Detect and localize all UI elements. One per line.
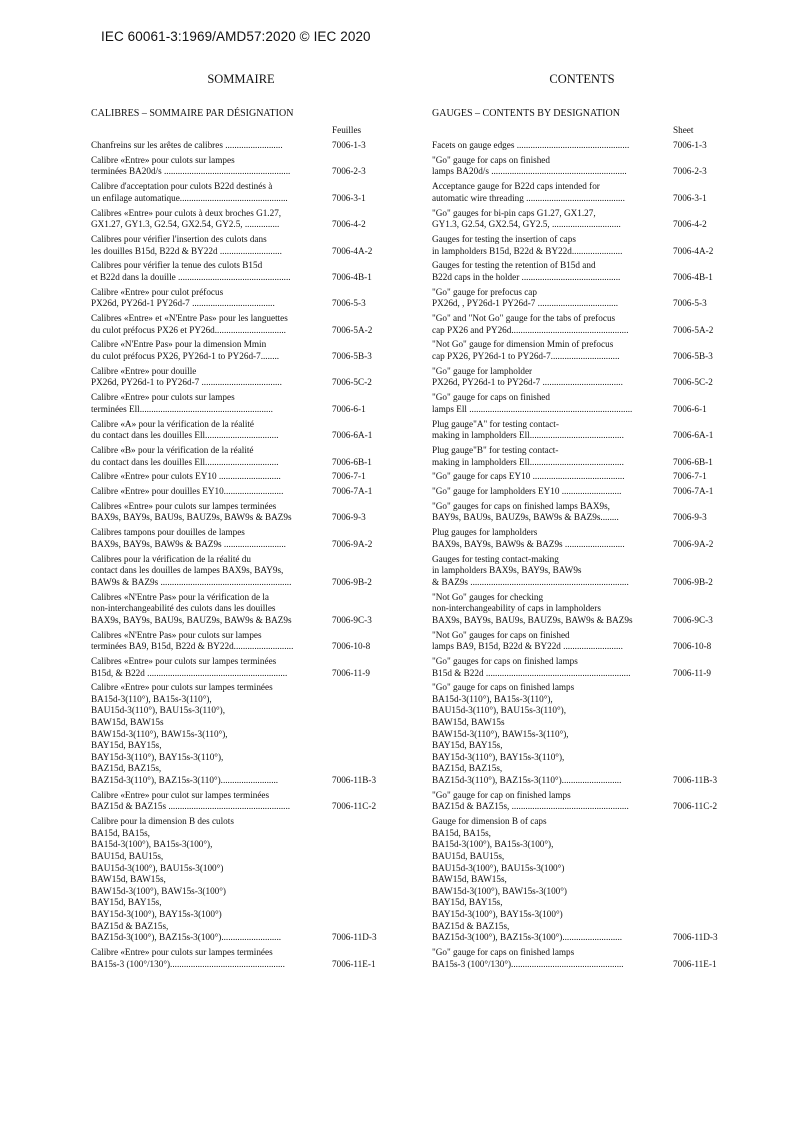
- contents-entry-text: "Go" gauge for caps on finished lamps Ell .......................................................................: [432, 392, 633, 414]
- contents-sheet-number: 7006-11C-2: [673, 801, 718, 812]
- sommaire-entry-text: Calibres «N'Entre Pas» pour culots sur lampes terminées BA9, B15d, B22d & BY22d..........................: [91, 629, 294, 652]
- sommaire-sheet-number: 7006-6B-1: [332, 456, 372, 467]
- sommaire-entry-text: Calibre «Entre» pour douilles EY10..........................: [91, 486, 284, 497]
- sommaire-sheet-number: 7006-1-3: [332, 140, 366, 150]
- contents-entry-text: "Go" gauge for lampholder PX26d, PY26d-1 to PY26d-7 ...................................: [432, 365, 623, 388]
- contents-sheet-number: 7006-7-1: [673, 471, 707, 482]
- contents-entry: [432, 947, 732, 973]
- contents-sheet-number: 7006-5B-3: [673, 351, 713, 361]
- contents-sheet-number: 7006-2-3: [673, 166, 707, 177]
- sommaire-sheet-number: 7006-9B-2: [332, 576, 372, 587]
- contents-entry-text: "Not Go" gauges for caps on finished lamps BA9, B15d, B22d & BY22d ..........................: [432, 629, 623, 652]
- sommaire-entry: [91, 234, 391, 260]
- contents-sheet-number: 7006-3-1: [673, 192, 707, 203]
- contents-entry: [432, 313, 732, 339]
- sommaire-sheet-number: 7006-9C-3: [332, 614, 372, 625]
- contents-entry-text: "Go" gauge for lampholders EY10 ..........................: [432, 486, 622, 497]
- contents-entry: [432, 181, 732, 207]
- sommaire-sheet-number: 7006-2-3: [332, 166, 366, 177]
- sommaire-entry: [91, 790, 391, 816]
- sommaire-entry-text: Calibre «Entre» pour culot sur lampes terminées BAZ15d & BAZ15s .....................................................: [91, 789, 291, 812]
- contents-entry-text: Plug gauge"A" for testing contact- making in lampholders Ell.........................................: [432, 418, 624, 441]
- sommaire-sheet-number: 7006-11B-3: [332, 775, 377, 786]
- contents-entry-text: Gauge for dimension B of caps BA15d, BA15s, BA15d-3(100°), BA15s-3(100°), BAU15d, BAU15s, BAU15d-3(100°), BAU15s-3(100°) BAW15d, BAW15s, BAW15d-3(100°), BAW15s-3(100°) BAY15d, BAY15s, BAY15d-3(100°), BAY15s-3(100°) BAZ15d & BAZ15s, BAZ15d-3(100°), BAZ15s-3(100°)..........................: [432, 816, 623, 943]
- contents-unit-label: Sheet: [673, 125, 694, 135]
- sommaire-sheet-number: 7006-11C-2: [332, 801, 377, 812]
- contents-entry: [432, 630, 732, 656]
- sommaire-unit-label: Feuilles: [332, 125, 362, 135]
- contents-entry: [432, 527, 732, 553]
- sommaire-sheet-number: 7006-5B-3: [332, 351, 372, 361]
- contents-sheet-number: 7006-4B-1: [673, 271, 713, 282]
- sommaire-entry: [91, 287, 391, 313]
- contents-entry-text: Plug gauges for lampholders BAX9s, BAY9s, BAW9s & BAZ9s ..........................: [432, 527, 625, 549]
- contents-entry: [432, 682, 732, 790]
- contents-sheet-number: 7006-6-1: [673, 403, 707, 414]
- contents-sheet-number: 7006-11E-1: [673, 958, 717, 969]
- sommaire-entry-text: Calibre «Entre» pour culots EY10 ...........................: [91, 471, 281, 482]
- sommaire-entry-text: Calibres «Entre» et «N'Entre Pas» pour les languettes du culot préfocus PX26 et PY26d...............................: [91, 313, 288, 335]
- contents-entry-text: "Go" gauge for caps EY10 ........................................: [432, 471, 625, 482]
- sommaire-sheet-number: 7006-11-9: [332, 667, 370, 678]
- contents-entry-text: "Not Go" gauge for dimension Mmin of prefocus cap PX26, PY26d-1 to PY26d-7..............................: [432, 339, 620, 361]
- contents-entry: [432, 339, 732, 365]
- sommaire-entry: [91, 630, 391, 656]
- contents-sheet-number: 7006-6A-1: [673, 430, 714, 441]
- sommaire-entry: [91, 419, 391, 445]
- sommaire-entry-text: Calibres «Entre» pour culots sur lampes terminées BAX9s, BAY9s, BAU9s, BAUZ9s, BAW9s & BAZ9s: [91, 500, 292, 523]
- sommaire-column: [91, 72, 391, 973]
- sommaire-entry: [91, 445, 391, 471]
- contents-sheet-number: 7006-6B-1: [673, 456, 713, 467]
- contents-entry-text: Gauges for testing the insertion of caps in lampholders B15d, B22d & BY22d......................: [432, 233, 623, 256]
- sommaire-entry: [91, 501, 391, 527]
- sommaire-entry-text: Calibre «Entre» pour culots sur lampes terminées BA20d/s .......................................................: [91, 154, 291, 177]
- sommaire-entry: [91, 471, 391, 486]
- document-header: IEC 60061-3:1969/AMD57:2020 © IEC 2020: [101, 29, 371, 44]
- contents-entry: [432, 656, 732, 682]
- sommaire-entry-text: Calibre «Entre» pour douille PX26d, PY26d-1 to PY26d-7 ...................................: [91, 365, 282, 388]
- sommaire-sheet-number: 7006-9A-2: [332, 538, 373, 549]
- contents-entry-text: "Go" gauge for caps on finished lamps BA20d/s ...........................................................: [432, 154, 627, 177]
- sommaire-entry: [91, 682, 391, 790]
- contents-entry: [432, 790, 732, 816]
- contents-entry-text: Gauges for testing contact-making in lampholders BAX9s, BAY9s, BAW9s & BAZ9s .....................................................................: [432, 553, 629, 587]
- contents-title: CONTENTS: [549, 72, 615, 86]
- sommaire-sheet-number: 7006-5C-2: [332, 377, 372, 388]
- sommaire-entry: [91, 656, 391, 682]
- sommaire-subtitle: CALIBRES – SOMMAIRE PAR DÉSIGNATION: [91, 108, 294, 119]
- contents-sheet-number: 7006-11B-3: [673, 775, 718, 786]
- sommaire-entry-text: Calibre «B» pour la vérification de la réalité du contact dans les douilles Ell................................: [91, 444, 279, 467]
- sommaire-entry-text: Calibre «N'Entre Pas» pour la dimension Mmin du culot préfocus PX26, PY26d-1 to PY26d-7........: [91, 339, 280, 361]
- contents-sheet-number: 7006-10-8: [673, 641, 712, 652]
- contents-entry: [432, 287, 732, 313]
- contents-entry: [432, 471, 732, 486]
- sommaire-sheet-number: 7006-4-2: [332, 219, 366, 230]
- sommaire-entry: [91, 592, 391, 630]
- contents-entry: [432, 234, 732, 260]
- sommaire-entry-text: Calibres pour la vérification de la réalité du contact dans les douilles de lampes BAX9s, BAY9s, BAW9s & BAZ9s .........................................................: [91, 553, 292, 587]
- sommaire-list: [91, 140, 391, 973]
- sommaire-entry-text: Calibres pour vérifier la tenue des culots B15d et B22d dans la douille .................................................: [91, 260, 291, 282]
- sommaire-sheet-number: 7006-3-1: [332, 192, 366, 203]
- sommaire-entry: [91, 486, 391, 501]
- contents-sheet-number: 7006-7A-1: [673, 486, 714, 497]
- contents-entry-text: "Go" gauges for caps on finished lamps B15d & B22d ...............................................................: [432, 655, 631, 678]
- sommaire-entry: [91, 140, 391, 155]
- sommaire-entry: [91, 208, 391, 234]
- contents-entry-text: "Go" gauge for cap on finished lamps BAZ15d & BAZ15s, ...................................................: [432, 789, 629, 812]
- contents-sheet-number: 7006-4A-2: [673, 245, 714, 256]
- sommaire-entry: [91, 527, 391, 553]
- contents-entry-text: "Go" gauges for bi-pin caps G1.27, GX1.27, GY1.3, G2.54, GX2.54, GY2.5, ..............................: [432, 207, 621, 230]
- contents-entry-text: Plug gauge"B" for testing contact- making in lampholders Ell.........................................: [432, 444, 624, 467]
- sommaire-entry-text: Calibres «N'Entre Pas» pour la vérification de la non-interchangeabilité des culots dans les douilles BAX9s, BAY9s, BAU9s, BAUZ9s, BAW9s & BAZ9s: [91, 591, 292, 625]
- contents-entry-text: Facets on gauge edges .................................................: [432, 140, 630, 150]
- sommaire-entry: [91, 313, 391, 339]
- sommaire-title: SOMMAIRE: [207, 72, 275, 86]
- contents-entry: [432, 155, 732, 181]
- contents-entry: [432, 260, 732, 286]
- sommaire-entry: [91, 155, 391, 181]
- sommaire-sheet-number: 7006-7A-1: [332, 486, 373, 497]
- contents-column: [432, 72, 732, 973]
- contents-sheet-number: 7006-11-9: [673, 667, 711, 678]
- contents-sheet-number: 7006-4-2: [673, 219, 707, 230]
- sommaire-sheet-number: 7006-4A-2: [332, 245, 373, 256]
- sommaire-entry: [91, 339, 391, 365]
- contents-entry: [432, 486, 732, 501]
- sommaire-entry-text: Calibre «Entre» pour culots sur lampes terminées BA15d-3(110°), BA15s-3(110°), BAU15d-3(110°), BAU15s-3(110°), BAW15d, BAW15s BAW15d-3(110°), BAW15s-3(110°), BAY15d, BAY15s, BAY15d-3(110°), BAY15s-3(110°), BAZ15d, BAZ15s, BAZ15d-3(110°), BAZ15s-3(110°).........................: [91, 682, 279, 786]
- contents-entry-text: Gauges for testing the retention of B15d and B22d caps in the holder ...........................................: [432, 260, 621, 282]
- contents-entry: [432, 419, 732, 445]
- sommaire-entry-text: Calibres «Entre» pour culots sur lampes terminées B15d, & B22d .............................................................: [91, 655, 288, 678]
- contents-entry: [432, 366, 732, 392]
- sommaire-entry: [91, 260, 391, 286]
- sommaire-entry: [91, 816, 391, 947]
- contents-entry-text: "Go" gauges for caps on finished lamps BAX9s, BAY9s, BAU9s, BAUZ9s, BAW9s & BAZ9s........: [432, 500, 619, 523]
- sommaire-entry-text: Calibre pour la dimension B des culots BA15d, BA15s, BA15d-3(100°), BA15s-3(100°), BAU15d, BAU15s, BAU15d-3(100°), BAU15s-3(100°) BAW15d, BAW15s, BAW15d-3(100°), BAW15s-3(100°) BAY15d, BAY15s, BAY15d-3(100°), BAY15s-3(100°) BAZ15d & BAZ15s, BAZ15d-3(100°), BAZ15s-3(100°)..........................: [91, 816, 282, 943]
- contents-sheet-number: 7006-5C-2: [673, 377, 713, 388]
- sommaire-sheet-number: 7006-5-3: [332, 298, 366, 309]
- contents-entry: [432, 208, 732, 234]
- sommaire-entry: [91, 947, 391, 973]
- contents-subtitle: GAUGES – CONTENTS BY DESIGNATION: [432, 108, 620, 119]
- sommaire-entry-text: Calibre «Entre» pour culots sur lampes terminées BA15s-3 (100°/130°)..................................................: [91, 946, 285, 969]
- sommaire-entry: [91, 366, 391, 392]
- contents-entry: [432, 501, 732, 527]
- contents-sheet-number: 7006-11D-3: [673, 932, 718, 943]
- sommaire-entry: [91, 554, 391, 592]
- sommaire-entry-text: Calibres pour vérifier l'insertion des culots dans les douilles B15d, B22d & BY22d ...........................: [91, 233, 282, 256]
- sommaire-sheet-number: 7006-10-8: [332, 641, 371, 652]
- sommaire-sheet-number: 7006-9-3: [332, 512, 366, 523]
- contents-sheet-number: 7006-9B-2: [673, 576, 713, 587]
- contents-sheet-number: 7006-5A-2: [673, 324, 714, 335]
- contents-entry-text: "Go" gauge for caps on finished lamps BA15d-3(110°), BA15s-3(110°), BAU15d-3(110°), BAU15s-3(110°), BAW15d, BAW15s BAW15d-3(110°), BAW15s-3(110°), BAY15d, BAY15s, BAY15d-3(110°), BAY15s-3(110°), BAZ15d, BAZ15s, BAZ15d-3(110°), BAZ15s-3(110°)..........................: [432, 682, 622, 786]
- sommaire-sheet-number: 7006-11D-3: [332, 932, 377, 943]
- sommaire-sheet-number: 7006-11E-1: [332, 958, 376, 969]
- contents-entry: [432, 392, 732, 418]
- sommaire-sheet-number: 7006-6A-1: [332, 430, 373, 441]
- contents-entry-text: "Go" and "Not Go" gauge for the tabs of prefocus cap PX26 and PY26d...................................................: [432, 313, 629, 335]
- sommaire-entry-text: Calibres «Entre» pour culots à deux broches G1.27, GX1.27, GY1.3, G2.54, GX2.54, GY2.5, ...............: [91, 207, 282, 230]
- sommaire-entry-text: Calibre «A» pour la vérification de la réalité du contact dans les douilles Ell................................: [91, 418, 279, 441]
- contents-list: [432, 140, 732, 973]
- sommaire-sheet-number: 7006-4B-1: [332, 271, 372, 282]
- sommaire-sheet-number: 7006-7-1: [332, 471, 366, 482]
- contents-sheet-number: 7006-9-3: [673, 512, 707, 523]
- contents-entry: [432, 140, 732, 155]
- sommaire-sheet-number: 7006-5A-2: [332, 324, 373, 335]
- contents-entry-text: "Not Go" gauges for checking non-interchangeability of caps in lampholders BAX9s, BAY9s, BAU9s, BAUZ9s, BAW9s & BAZ9s: [432, 591, 633, 625]
- contents-sheet-number: 7006-9C-3: [673, 614, 713, 625]
- sommaire-entry: [91, 392, 391, 418]
- sommaire-entry-text: Calibres tampons pour douilles de lampes BAX9s, BAY9s, BAW9s & BAZ9s ...........................: [91, 527, 286, 549]
- contents-entry-text: "Go" gauge for prefocus cap PX26d, , PY26d-1 PY26d-7 ...................................: [432, 286, 619, 309]
- sommaire-entry-text: Calibre d'acceptation pour culots B22d destinés à un enfilage automatique...............................................: [91, 181, 288, 203]
- sommaire-entry: [91, 181, 391, 207]
- contents-sheet-number: 7006-5-3: [673, 298, 707, 309]
- contents-entry: [432, 816, 732, 947]
- sommaire-entry-text: Chanfreins sur les arêtes de calibres .........................: [91, 140, 283, 150]
- contents-entry-text: Acceptance gauge for B22d caps intended for automatic wire threading ...........................................: [432, 181, 625, 203]
- contents-entry: [432, 445, 732, 471]
- contents-sheet-number: 7006-1-3: [673, 140, 707, 150]
- contents-entry: [432, 592, 732, 630]
- sommaire-sheet-number: 7006-6-1: [332, 403, 366, 414]
- sommaire-entry-text: Calibre «Entre» pour culot préfocus PX26d, PY26d-1 PY26d-7 ....................................: [91, 286, 275, 309]
- contents-entry-text: "Go" gauge for caps on finished lamps BA15s-3 (100°/130°).................................................: [432, 946, 624, 969]
- contents-sheet-number: 7006-9A-2: [673, 538, 714, 549]
- contents-entry: [432, 554, 732, 592]
- sommaire-entry-text: Calibre «Entre» pour culots sur lampes terminées Ell..........................................................: [91, 392, 273, 414]
